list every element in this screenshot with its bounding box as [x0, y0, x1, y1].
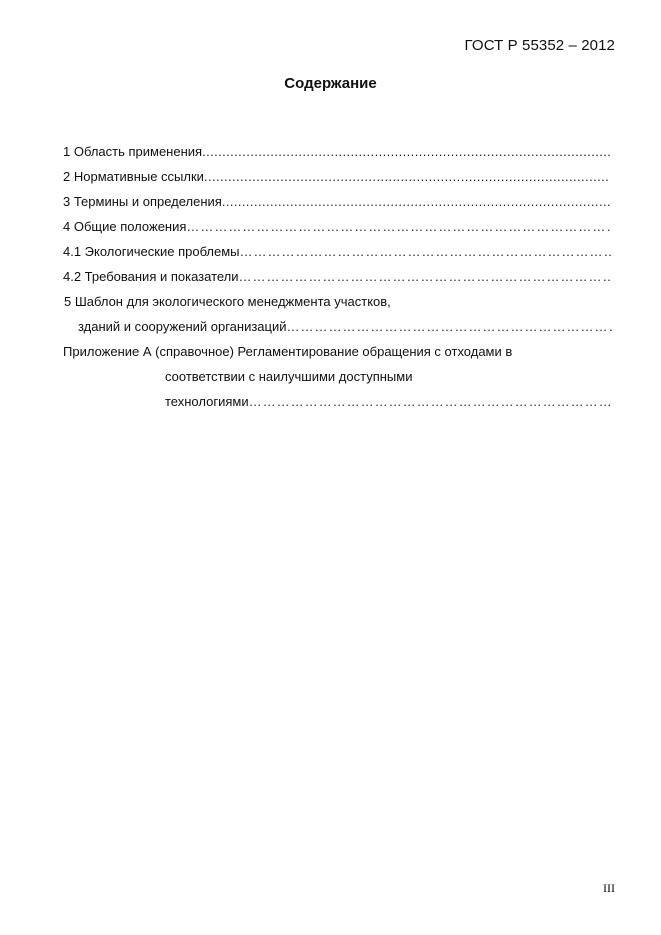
toc-entry-label: 2 Нормативные ссылки — [63, 169, 204, 184]
toc-leader-dots — [240, 243, 612, 261]
toc-entry-label: 4.2 Требования и показатели — [63, 269, 239, 284]
toc-entry-scope[interactable] — [63, 143, 612, 161]
toc-leader-dots — [202, 143, 612, 161]
page-title: Содержание — [284, 75, 377, 92]
toc-entry-normative-references[interactable] — [63, 168, 609, 186]
toc-leader-dots — [204, 168, 609, 186]
standard-code: ГОСТ Р 55352 – 2012 — [464, 37, 615, 54]
toc-entry-label: 4.1 Экологические проблемы — [63, 244, 240, 259]
toc-entry-ecological-problems[interactable] — [63, 243, 612, 261]
toc-entry-appendix-a-line3[interactable] — [165, 393, 613, 411]
toc-entry-label: технологиями — [165, 394, 249, 409]
toc-entry-label: зданий и сооружений организаций — [78, 319, 287, 334]
page-number: III — [603, 881, 615, 895]
toc-entry-requirements[interactable] — [63, 268, 612, 286]
toc-leader-dots — [287, 318, 613, 336]
toc-entry-appendix-a-line2[interactable] — [165, 368, 565, 386]
toc-entry-label: соответствии с наилучшими доступными — [165, 369, 413, 384]
toc-entry-template-continued[interactable] — [78, 318, 613, 336]
toc-entry-label: 1 Область применения — [63, 144, 203, 159]
toc-entry-template[interactable] — [64, 293, 564, 311]
toc-entry-general[interactable] — [63, 218, 611, 236]
toc-entry-appendix-a[interactable] — [63, 343, 623, 361]
toc-entry-label: 4 Общие положения — [63, 219, 187, 234]
toc-entry-terms[interactable] — [63, 193, 610, 211]
toc-entry-label: 5 Шаблон для экологического менеджмента участков, — [64, 294, 391, 309]
toc-leader-dots — [249, 393, 613, 411]
toc-entry-label: Приложение А (справочное) Регламентирование обращения с отходами в — [63, 344, 513, 359]
toc-leader-dots — [222, 193, 610, 211]
toc-entry-label: 3 Термины и определения — [63, 194, 222, 209]
toc-leader-dots — [239, 268, 612, 286]
toc-leader-dots — [186, 218, 611, 236]
